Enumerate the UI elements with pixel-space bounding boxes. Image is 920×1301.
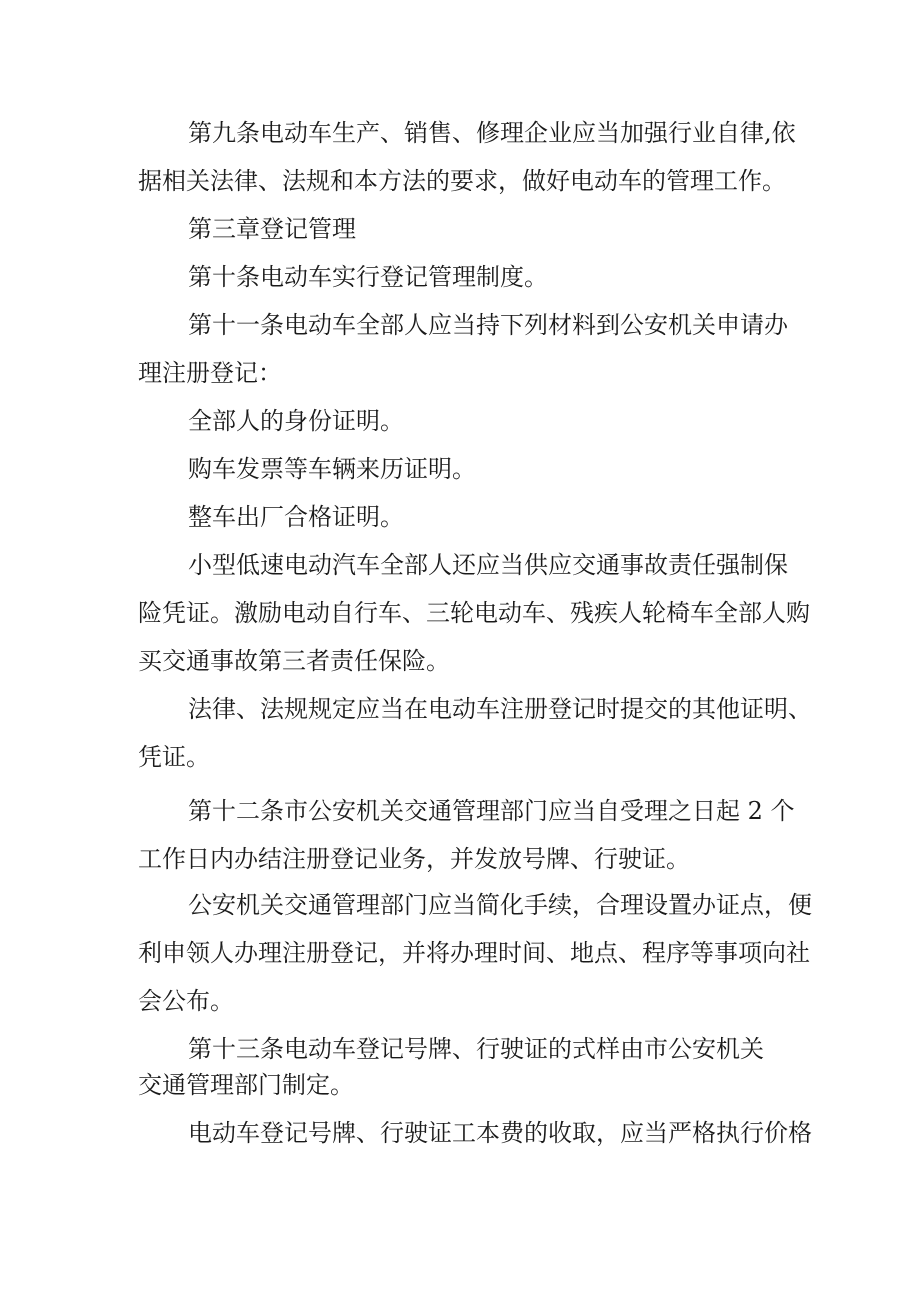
text-line: 整车出厂合格证明。 [188,503,404,531]
text-line: 小型低速电动汽车全部人还应当供应交通事故责任强制保 [188,551,788,579]
text-line: 第九条电动车生产、销售、修理企业应当加强行业自律,依 [188,119,796,147]
text-line: 法律、法规规定应当在电动车注册登记时提交的其他证明、 [188,695,812,723]
text-line: 会公布。 [138,987,234,1015]
text-line: 第十三条电动车登记号牌、行驶证的式样由市公安机关 [188,1035,764,1063]
text-line: 购车发票等车辆来历证明。 [188,455,476,483]
text-line: 工作日内办结注册登记业务，并发放号牌、行驶证。 [138,845,690,873]
text-line: 凭证。 [138,743,210,771]
text-line: 理注册登记： [138,359,282,387]
text-line: 第十二条市公安机关交通管理部门应当自受理之日起 2 个 [188,797,795,825]
text-line: 利申领人办理注册登记，并将办理时间、地点、程序等事项向社 [138,939,810,967]
text-line: 买交通事故第三者责任保险。 [138,647,450,675]
chapter-heading: 第三章登记管理 [188,215,356,243]
text-line: 第十条电动车实行登记管理制度。 [188,263,548,291]
text-line: 险凭证。激励电动自行车、三轮电动车、残疾人轮椅车全部人购 [138,599,810,627]
text-line: 全部人的身份证明。 [188,407,404,435]
text-line: 交通管理部门制定。 [138,1071,354,1099]
text-line: 据相关法律、法规和本方法的要求，做好电动车的管理工作。 [138,167,786,195]
text-line: 第十一条电动车全部人应当持下列材料到公安机关申请办 [188,311,788,339]
text-line: 电动车登记号牌、行驶证工本费的收取，应当严格执行价格 [188,1119,812,1147]
text-line: 公安机关交通管理部门应当简化手续，合理设置办证点，便 [188,891,812,919]
